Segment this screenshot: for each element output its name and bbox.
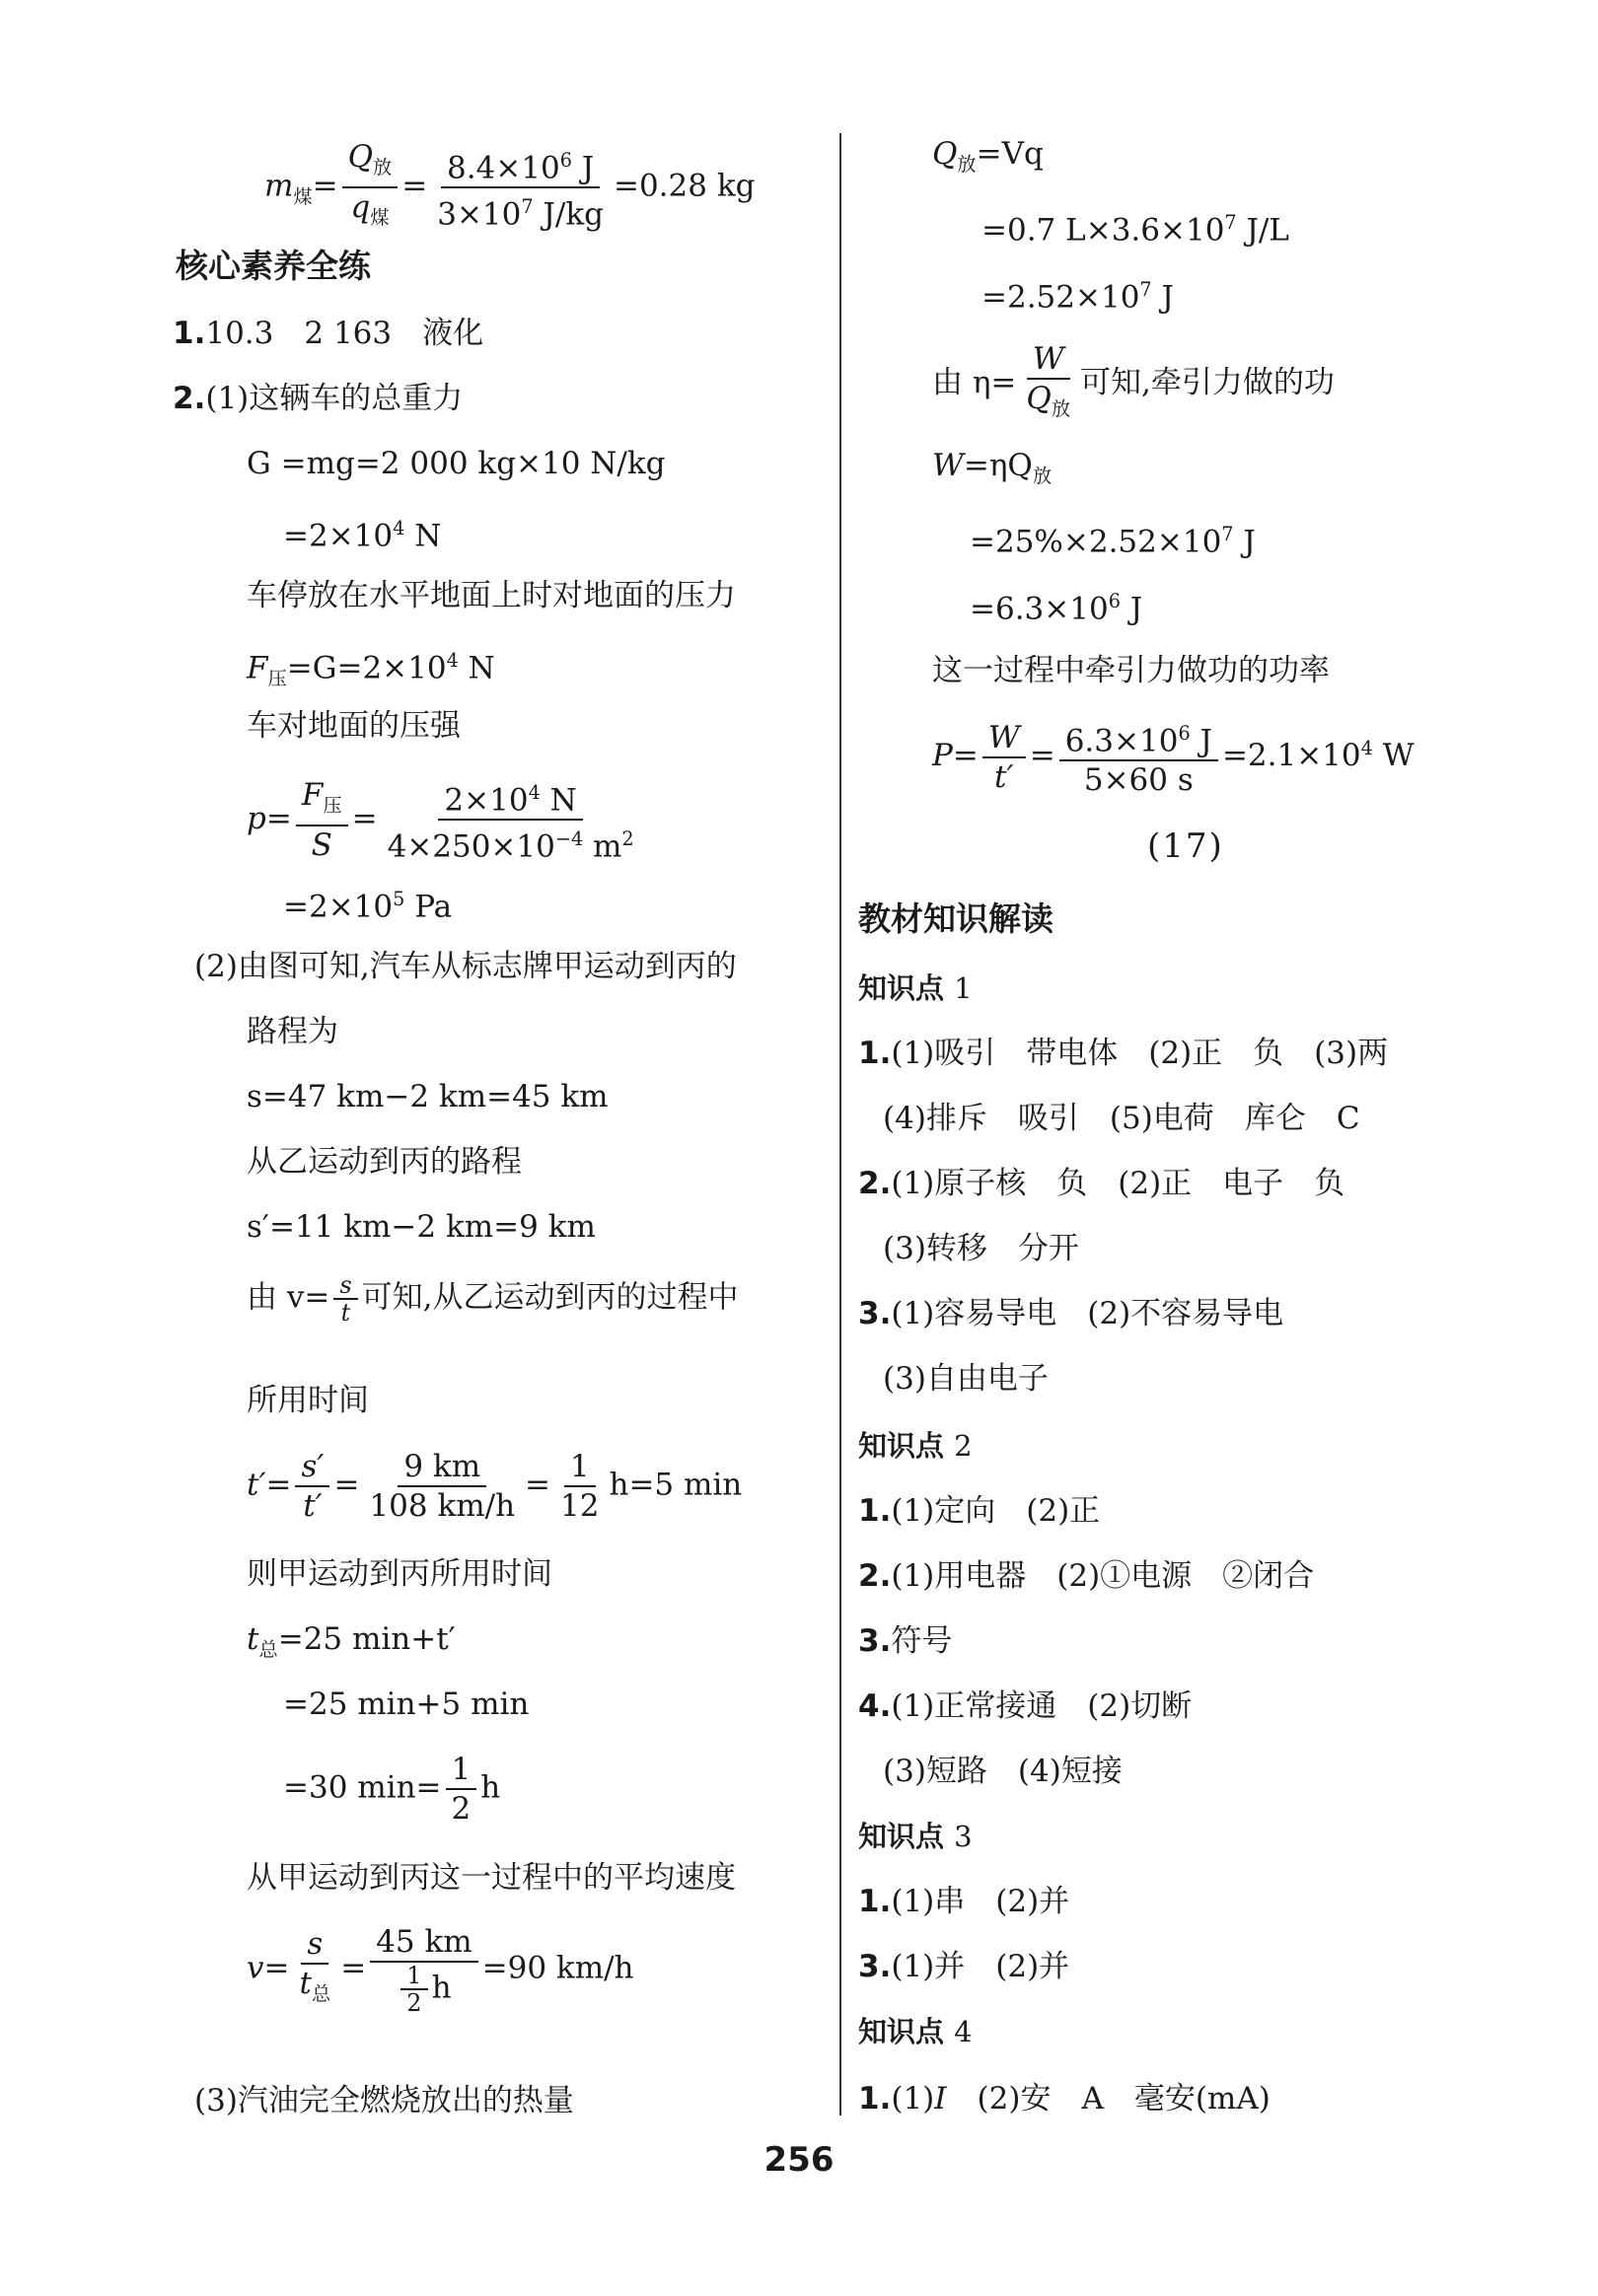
total-time-equation: $t_总=25$ min+t′ [247, 1621, 456, 1662]
section-number: (17) [1147, 826, 1224, 866]
answer-2-part2-cont: 路程为 [247, 1014, 338, 1049]
kp2-answer-2: 2.(1)用电器 (2)①电源 ②闭合 [858, 1558, 1315, 1594]
time-equation: t′= $\frac{s'}{t'}$ = $\frac{9 km}{108 km/h}$ = $\frac{1}{12}$ h=5 min [247, 1449, 743, 1524]
gravity-equation: G =mg=2 000 kg×10 N/kg [247, 446, 666, 481]
answer-1: 1.10.3 2 163 液化 [173, 316, 484, 351]
kp2-answer-1: 1.(1)定向 (2)正 [858, 1493, 1101, 1529]
total-time-text: 则甲运动到丙所用时间 [247, 1556, 552, 1592]
work-result: $=6.3\times 10^6$ J [970, 590, 1143, 627]
kp2-answer-4: 4.(1)正常接通 (2)切断 [858, 1688, 1193, 1724]
kp1-answer-3-cont: (3)自由电子 [883, 1361, 1049, 1397]
total-time-equation-3: =30 min= $\frac{1}{2}$ h [283, 1752, 501, 1827]
section-heading: 核心素养全练 [176, 247, 371, 285]
time-text: 所用时间 [247, 1383, 369, 1418]
kp1-answer-3: 3.(1)容易导电 (2)不容易导电 [858, 1296, 1284, 1331]
kp1-answer-2-cont: (3)转移 分开 [883, 1231, 1079, 1266]
coal-mass-equation: $m_煤=$ $\frac{Q_放}{q_煤}$ = $\frac{8.4\times 10^6 J}{3\times 10^7 J/kg}$ =0.28 kg [264, 139, 756, 233]
heat-equation-2: =0.7 $L\times 3.6\times 10^7$ J/L [981, 211, 1289, 249]
gravity-result: $=2\times 10^4$ N [283, 517, 442, 554]
kp3-answer-3: 3.(1)并 (2)并 [858, 1949, 1070, 1984]
kp2-answer-3: 3.符号 [858, 1623, 953, 1659]
knowledge-point-3: 知识点 3 [858, 1820, 973, 1853]
distance-text: 从乙运动到丙的路程 [247, 1144, 522, 1180]
answer-2-intro: 2.(1)这辆车的总重力 [173, 381, 464, 416]
power-equation: P= $\frac{W}{t'}$ = $\frac{6.3\times 10^6 J}{5\times 60 s}$ $=2.1\times 10^4$ W [932, 715, 1415, 799]
distance-equation-2: s′=11 km−2 km=9 km [247, 1209, 596, 1245]
knowledge-point-1: 知识点 1 [858, 971, 973, 1005]
kp1-answer-1-cont: (4)排斥 吸引 (5)电荷 库仑 C [883, 1101, 1360, 1136]
knowledge-point-4: 知识点 4 [858, 2015, 973, 2048]
pressure-force-text: 车停放在水平地面上时对地面的压力 [247, 578, 736, 613]
answer-2-part2: (2)由图可知,汽车从标志牌甲运动到丙的 [194, 949, 737, 984]
kp3-answer-1: 1.(1)串 (2)并 [858, 1884, 1070, 1919]
pressure-equation: p= $\frac{F_压}{S}$ = $\frac{2\times 10^4 N}{4\times 250\times 10^{-4} m^2}$ [247, 774, 644, 866]
kp1-answer-2: 2.(1)原子核 负 (2)正 电子 负 [858, 1166, 1345, 1201]
page-number: 256 [763, 2140, 835, 2180]
pressure-force-equation: $F_压=G=2\times 10^4$ N [247, 649, 495, 690]
kp1-answer-1: 1.(1)吸引 带电体 (2)正 负 (3)两 [858, 1036, 1389, 1071]
pressure-result: $=2\times 10^5$ Pa [283, 888, 453, 925]
efficiency-text: 由 η= $\frac{W}{Q_放}$ 可知,牵引力做的功 [932, 341, 1335, 421]
pressure-text: 车对地面的压强 [247, 708, 461, 744]
average-speed-equation: v= $\frac{s}{t_总}$ = 45 km $\frac{1}{2}$ h =90 km/h [247, 1924, 634, 2017]
heat-equation: $Q_放=Vq$ [932, 136, 1044, 177]
answer-2-part3: (3)汽油完全燃烧放出的热量 [194, 2083, 574, 2118]
total-time-equation-2: =25 min+5 min [283, 1686, 530, 1722]
column-divider [839, 133, 841, 2116]
work-equation-2: $=25\%\times 2.52\times 10^7$ J [970, 523, 1256, 560]
kp2-answer-4-cont: (3)短路 (4)短接 [883, 1754, 1123, 1789]
distance-equation: s=47 km−2 km=45 km [247, 1079, 609, 1114]
heat-result: $=2.52\times 10^7$ J [981, 278, 1174, 316]
average-speed-text: 从甲运动到丙这一过程中的平均速度 [247, 1860, 736, 1896]
section-heading-textbook: 教材知识解读 [858, 899, 1053, 938]
work-equation: $W=\eta Q_放$ [932, 448, 1053, 488]
power-text: 这一过程中牵引力做功的功率 [932, 653, 1330, 688]
knowledge-point-2: 知识点 2 [858, 1429, 973, 1463]
kp4-answer-1: 1.(1)I (2)安 A 毫安(mA) [858, 2081, 1271, 2117]
velocity-formula-text: 由 v= $\frac{s}{t}$ 可知,从乙运动到丙的过程中 [247, 1271, 739, 1327]
